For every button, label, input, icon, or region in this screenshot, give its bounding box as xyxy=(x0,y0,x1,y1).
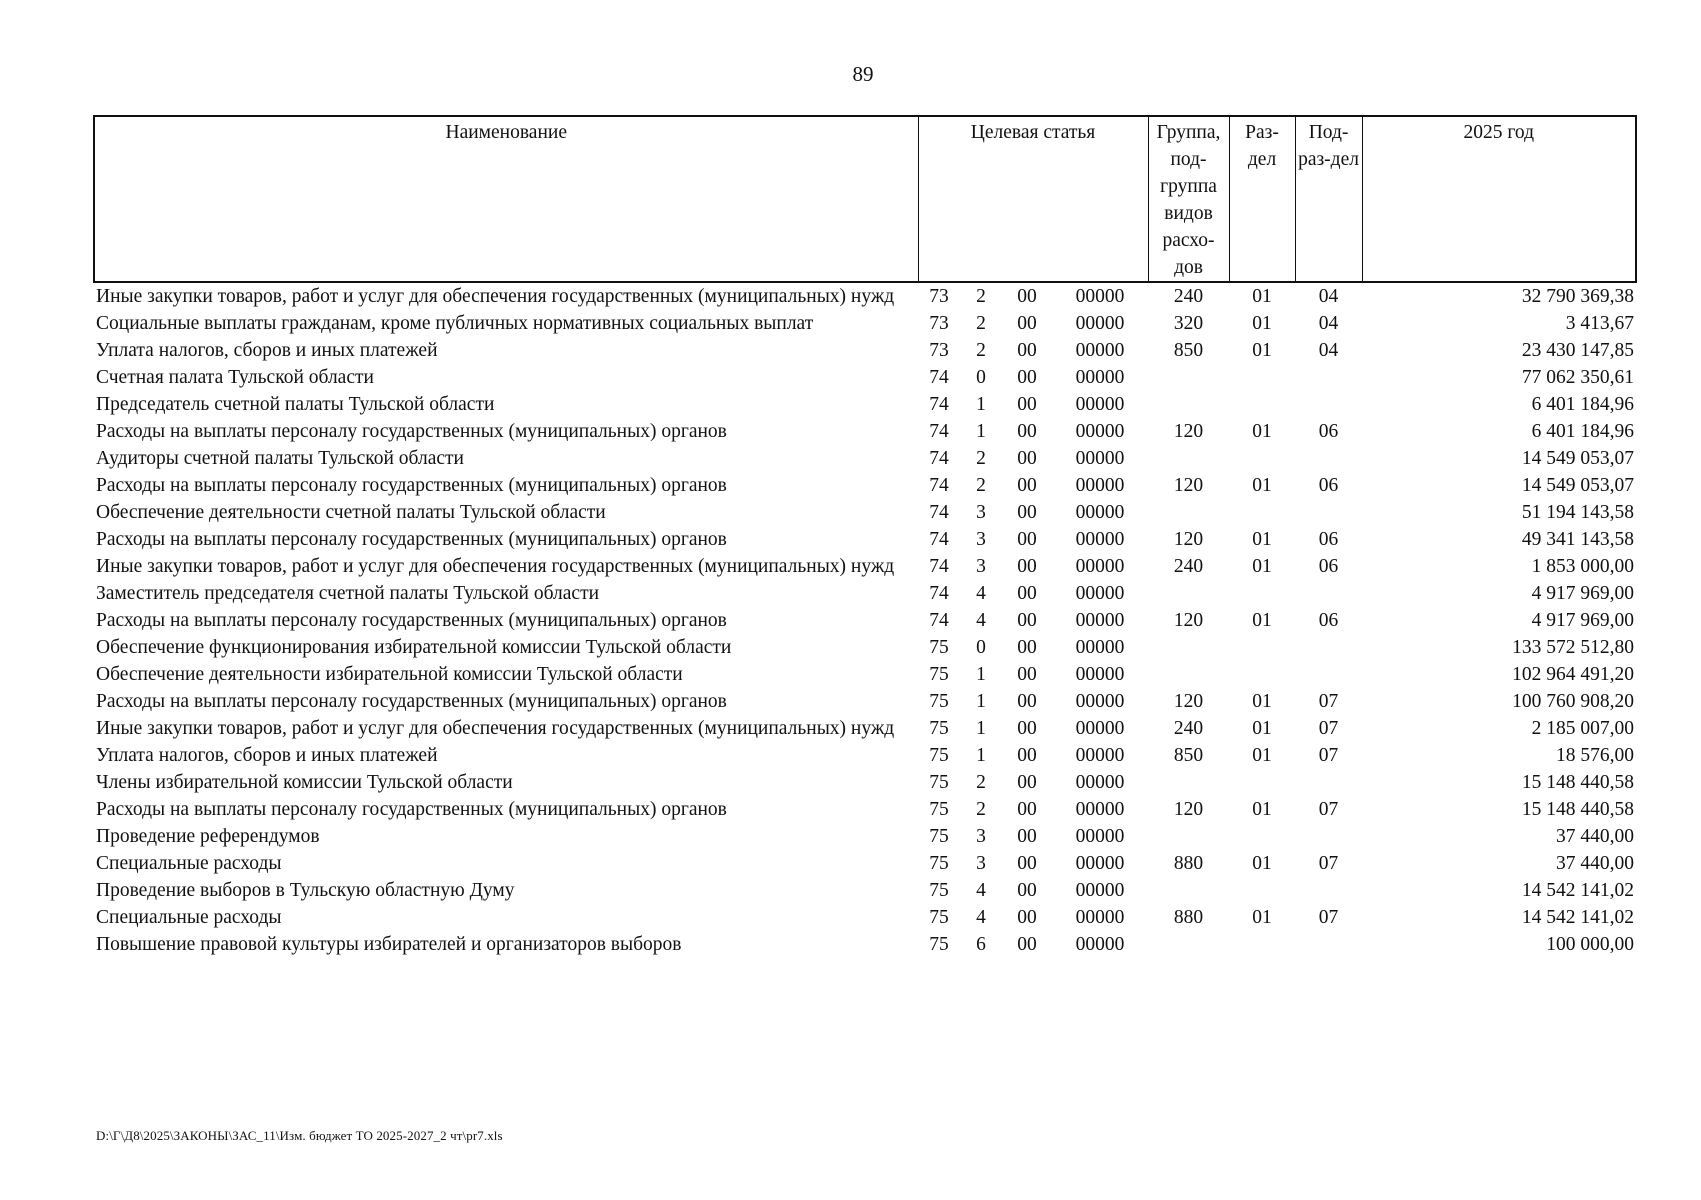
row-name: Уплата налогов, сборов и иных платежей xyxy=(96,340,438,361)
amount-2025: 3 413,67 xyxy=(1565,313,1635,334)
expense-group xyxy=(1148,391,1229,418)
expense-group: 850 xyxy=(1173,745,1204,766)
target-code-4: 00000 xyxy=(1075,475,1125,496)
subsection-code xyxy=(1295,499,1362,526)
target-code-2: 4 xyxy=(976,880,986,901)
target-code-1: 74 xyxy=(929,421,949,442)
amount-2025: 6 401 184,96 xyxy=(1531,421,1635,442)
row-name: Председатель счетной палаты Тульской области xyxy=(96,394,495,415)
target-code-4: 00000 xyxy=(1075,745,1125,766)
expense-group: 120 xyxy=(1173,529,1204,550)
amount-2025: 6 401 184,96 xyxy=(1531,394,1635,415)
target-code-2: 2 xyxy=(976,313,986,334)
target-code-2: 2 xyxy=(976,799,986,820)
target-code-4: 00000 xyxy=(1075,502,1125,523)
section-code: 01 xyxy=(1252,799,1272,820)
expense-group xyxy=(1148,931,1229,958)
target-code-3: 00 xyxy=(1017,772,1037,793)
header-name: Наименование xyxy=(94,116,918,282)
section-code xyxy=(1229,445,1295,472)
row-name: Иные закупки товаров, работ и услуг для обеспечения государственных (муниципальных) нужд xyxy=(96,718,895,739)
target-code-1: 74 xyxy=(929,556,949,577)
target-code-2: 4 xyxy=(976,907,986,928)
row-name: Расходы на выплаты персоналу государственных (муниципальных) органов xyxy=(96,799,727,820)
amount-2025: 32 790 369,38 xyxy=(1521,286,1635,307)
target-code-1: 75 xyxy=(929,718,949,739)
expense-group: 880 xyxy=(1173,853,1204,874)
amount-2025: 37 440,00 xyxy=(1556,826,1635,847)
target-code-4: 00000 xyxy=(1075,583,1125,604)
target-code-1: 74 xyxy=(929,475,949,496)
target-code-2: 1 xyxy=(976,718,986,739)
amount-2025: 51 194 143,58 xyxy=(1521,502,1635,523)
amount-2025: 49 341 143,58 xyxy=(1521,529,1635,550)
target-code-4: 00000 xyxy=(1075,853,1125,874)
target-code-4: 00000 xyxy=(1075,826,1125,847)
row-name: Расходы на выплаты персоналу государственных (муниципальных) органов xyxy=(96,610,727,631)
target-code-4: 00000 xyxy=(1075,286,1125,307)
subsection-code xyxy=(1295,580,1362,607)
target-code-1: 75 xyxy=(929,772,949,793)
target-code-3: 00 xyxy=(1017,367,1037,388)
expense-group: 120 xyxy=(1173,421,1204,442)
expense-group xyxy=(1148,580,1229,607)
target-code-1: 73 xyxy=(929,313,949,334)
amount-2025: 4 917 969,00 xyxy=(1531,610,1635,631)
target-code-4: 00000 xyxy=(1075,691,1125,712)
subsection-code: 06 xyxy=(1318,421,1339,442)
target-code-3: 00 xyxy=(1017,664,1037,685)
row-name: Члены избирательной комиссии Тульской области xyxy=(96,772,513,793)
subsection-code: 06 xyxy=(1318,529,1339,550)
header-group xyxy=(1148,116,1229,282)
header-group-label: Группа, под-группа видов расхо-дов xyxy=(1156,122,1221,278)
target-code-3: 00 xyxy=(1017,853,1037,874)
target-code-2: 1 xyxy=(976,394,986,415)
row-name: Расходы на выплаты персоналу государственных (муниципальных) органов xyxy=(96,691,727,712)
target-code-3: 00 xyxy=(1017,340,1037,361)
section-code: 01 xyxy=(1252,340,1272,361)
section-code: 01 xyxy=(1252,556,1272,577)
target-code-1: 74 xyxy=(929,367,949,388)
header-target-article: Целевая статья xyxy=(918,116,1148,282)
target-code-2: 0 xyxy=(976,637,986,658)
subsection-code: 04 xyxy=(1318,340,1339,361)
target-code-3: 00 xyxy=(1017,529,1037,550)
amount-2025: 14 549 053,07 xyxy=(1521,448,1635,469)
target-code-4: 00000 xyxy=(1075,664,1125,685)
target-code-3: 00 xyxy=(1017,799,1037,820)
target-code-4: 00000 xyxy=(1075,799,1125,820)
table-row xyxy=(94,742,1636,769)
target-code-4: 00000 xyxy=(1075,610,1125,631)
target-code-1: 75 xyxy=(929,637,949,658)
target-code-2: 0 xyxy=(976,367,986,388)
subsection-code: 07 xyxy=(1318,691,1339,712)
target-code-4: 00000 xyxy=(1075,772,1125,793)
table-row xyxy=(94,364,1636,391)
target-code-1: 75 xyxy=(929,691,949,712)
subsection-code xyxy=(1295,931,1362,958)
target-code-3: 00 xyxy=(1017,745,1037,766)
section-code: 01 xyxy=(1252,745,1272,766)
amount-2025: 1 853 000,00 xyxy=(1531,556,1635,577)
amount-2025: 77 062 350,61 xyxy=(1521,367,1635,388)
section-code: 01 xyxy=(1252,475,1272,496)
row-name: Уплата налогов, сборов и иных платежей xyxy=(96,745,438,766)
section-code: 01 xyxy=(1252,286,1272,307)
table-row xyxy=(94,418,1636,445)
expense-group: 240 xyxy=(1173,718,1204,739)
expense-group xyxy=(1148,634,1229,661)
target-code-3: 00 xyxy=(1017,448,1037,469)
target-code-3: 00 xyxy=(1017,475,1037,496)
row-name: Проведение выборов в Тульскую областную Думу xyxy=(96,880,515,901)
target-code-3: 00 xyxy=(1017,637,1037,658)
amount-2025: 100 760 908,20 xyxy=(1512,691,1635,712)
target-code-1: 75 xyxy=(929,934,949,955)
row-name: Заместитель председателя счетной палаты Тульской области xyxy=(96,583,600,604)
table-header-row xyxy=(94,116,1636,282)
section-code xyxy=(1229,769,1295,796)
section-code xyxy=(1229,661,1295,688)
target-code-1: 74 xyxy=(929,448,949,469)
table-row xyxy=(94,877,1636,904)
target-code-1: 74 xyxy=(929,610,949,631)
row-name: Расходы на выплаты персоналу государственных (муниципальных) органов xyxy=(96,421,727,442)
target-code-1: 75 xyxy=(929,745,949,766)
target-code-1: 75 xyxy=(929,799,949,820)
row-name: Расходы на выплаты персоналу государственных (муниципальных) органов xyxy=(96,475,727,496)
table-row xyxy=(94,282,1636,310)
expense-group xyxy=(1148,364,1229,391)
row-name: Расходы на выплаты персоналу государственных (муниципальных) органов xyxy=(96,529,727,550)
subsection-code: 06 xyxy=(1318,556,1339,577)
row-name: Специальные расходы xyxy=(96,853,282,874)
expense-group: 240 xyxy=(1173,286,1204,307)
target-code-1: 75 xyxy=(929,826,949,847)
table-row xyxy=(94,337,1636,364)
table-row xyxy=(94,580,1636,607)
target-code-2: 2 xyxy=(976,475,986,496)
target-code-2: 2 xyxy=(976,772,986,793)
target-code-1: 74 xyxy=(929,502,949,523)
target-code-3: 00 xyxy=(1017,421,1037,442)
table-row xyxy=(94,445,1636,472)
target-code-3: 00 xyxy=(1017,691,1037,712)
section-code: 01 xyxy=(1252,718,1272,739)
table-body xyxy=(94,282,1636,958)
target-code-2: 2 xyxy=(976,340,986,361)
table-row xyxy=(94,769,1636,796)
page-number: 89 xyxy=(852,62,874,86)
table-row xyxy=(94,904,1636,931)
table-row xyxy=(94,850,1636,877)
row-name: Повышение правовой культуры избирателей и организаторов выборов xyxy=(96,934,682,955)
target-code-4: 00000 xyxy=(1075,907,1125,928)
amount-2025: 14 542 141,02 xyxy=(1521,907,1635,928)
budget-table xyxy=(93,115,1637,958)
section-code xyxy=(1229,580,1295,607)
table-row xyxy=(94,391,1636,418)
target-code-2: 4 xyxy=(976,610,986,631)
amount-2025: 15 148 440,58 xyxy=(1521,772,1635,793)
table-row xyxy=(94,796,1636,823)
row-name: Социальные выплаты гражданам, кроме публичных нормативных социальных выплат xyxy=(96,313,814,334)
expense-group xyxy=(1148,445,1229,472)
section-code: 01 xyxy=(1252,853,1272,874)
target-code-3: 00 xyxy=(1017,907,1037,928)
target-code-2: 3 xyxy=(976,826,986,847)
target-code-2: 2 xyxy=(976,286,986,307)
target-code-3: 00 xyxy=(1017,313,1037,334)
target-code-4: 00000 xyxy=(1075,367,1125,388)
section-code: 01 xyxy=(1252,313,1272,334)
section-code xyxy=(1229,499,1295,526)
target-code-2: 3 xyxy=(976,853,986,874)
subsection-code: 07 xyxy=(1318,907,1339,928)
row-name: Специальные расходы xyxy=(96,907,282,928)
expense-group: 120 xyxy=(1173,610,1204,631)
subsection-code: 07 xyxy=(1318,745,1339,766)
subsection-code: 06 xyxy=(1318,475,1339,496)
table-row xyxy=(94,715,1636,742)
target-code-1: 73 xyxy=(929,340,949,361)
subsection-code: 07 xyxy=(1318,799,1339,820)
amount-2025: 18 576,00 xyxy=(1556,745,1635,766)
header-subsection: Под-раз-дел xyxy=(1295,116,1362,282)
target-code-3: 00 xyxy=(1017,556,1037,577)
section-code: 01 xyxy=(1252,691,1272,712)
header-section: Раз-дел xyxy=(1229,116,1295,282)
target-code-1: 74 xyxy=(929,583,949,604)
target-code-3: 00 xyxy=(1017,286,1037,307)
section-code: 01 xyxy=(1252,907,1272,928)
header-year: 2025 год xyxy=(1362,116,1636,282)
table-row xyxy=(94,526,1636,553)
table-row xyxy=(94,688,1636,715)
target-code-3: 00 xyxy=(1017,826,1037,847)
expense-group: 120 xyxy=(1173,475,1204,496)
target-code-4: 00000 xyxy=(1075,718,1125,739)
expense-group xyxy=(1148,769,1229,796)
subsection-code xyxy=(1295,364,1362,391)
row-name: Иные закупки товаров, работ и услуг для обеспечения государственных (муниципальных) нужд xyxy=(96,556,895,577)
row-name: Аудиторы счетной палаты Тульской области xyxy=(96,448,464,469)
amount-2025: 23 430 147,85 xyxy=(1521,340,1635,361)
expense-group xyxy=(1148,877,1229,904)
target-code-3: 00 xyxy=(1017,880,1037,901)
target-code-3: 00 xyxy=(1017,394,1037,415)
table-row xyxy=(94,661,1636,688)
section-code xyxy=(1229,364,1295,391)
amount-2025: 100 000,00 xyxy=(1546,934,1635,955)
target-code-3: 00 xyxy=(1017,718,1037,739)
target-code-4: 00000 xyxy=(1075,421,1125,442)
table-row xyxy=(94,472,1636,499)
row-name: Обеспечение деятельности избирательной комиссии Тульской области xyxy=(96,664,683,685)
target-code-3: 00 xyxy=(1017,583,1037,604)
target-code-2: 3 xyxy=(976,502,986,523)
amount-2025: 37 440,00 xyxy=(1556,853,1635,874)
amount-2025: 4 917 969,00 xyxy=(1531,583,1635,604)
target-code-4: 00000 xyxy=(1075,394,1125,415)
target-code-4: 00000 xyxy=(1075,556,1125,577)
expense-group: 120 xyxy=(1173,691,1204,712)
section-code: 01 xyxy=(1252,421,1272,442)
subsection-code: 07 xyxy=(1318,718,1339,739)
section-code xyxy=(1229,391,1295,418)
target-code-4: 00000 xyxy=(1075,880,1125,901)
amount-2025: 15 148 440,58 xyxy=(1521,799,1635,820)
target-code-2: 1 xyxy=(976,691,986,712)
target-code-1: 74 xyxy=(929,394,949,415)
target-code-2: 2 xyxy=(976,448,986,469)
target-code-2: 3 xyxy=(976,529,986,550)
subsection-code xyxy=(1295,769,1362,796)
amount-2025: 14 549 053,07 xyxy=(1521,475,1635,496)
expense-group xyxy=(1148,499,1229,526)
target-code-1: 73 xyxy=(929,286,949,307)
target-code-4: 00000 xyxy=(1075,448,1125,469)
expense-group: 320 xyxy=(1173,313,1204,334)
subsection-code xyxy=(1295,877,1362,904)
expense-group xyxy=(1148,661,1229,688)
row-name: Обеспечение деятельности счетной палаты Тульской области xyxy=(96,502,606,523)
target-code-2: 1 xyxy=(976,421,986,442)
expense-group: 850 xyxy=(1173,340,1204,361)
table-row xyxy=(94,931,1636,958)
row-name: Счетная палата Тульской области xyxy=(96,367,374,388)
target-code-2: 1 xyxy=(976,745,986,766)
target-code-2: 3 xyxy=(976,556,986,577)
subsection-code xyxy=(1295,661,1362,688)
amount-2025: 133 572 512,80 xyxy=(1512,637,1635,658)
subsection-code xyxy=(1295,445,1362,472)
section-code xyxy=(1229,634,1295,661)
target-code-2: 6 xyxy=(976,934,986,955)
section-code: 01 xyxy=(1252,610,1272,631)
table-row xyxy=(94,553,1636,580)
expense-group: 120 xyxy=(1173,799,1204,820)
table-row xyxy=(94,634,1636,661)
expense-group xyxy=(1148,823,1229,850)
subsection-code xyxy=(1295,823,1362,850)
row-name: Проведение референдумов xyxy=(96,826,320,847)
subsection-code: 04 xyxy=(1318,313,1339,334)
table-row xyxy=(94,823,1636,850)
amount-2025: 2 185 007,00 xyxy=(1531,718,1635,739)
expense-group: 880 xyxy=(1173,907,1204,928)
target-code-3: 00 xyxy=(1017,610,1037,631)
target-code-1: 74 xyxy=(929,529,949,550)
target-code-3: 00 xyxy=(1017,502,1037,523)
section-code: 01 xyxy=(1252,529,1272,550)
target-code-4: 00000 xyxy=(1075,637,1125,658)
table-row xyxy=(94,499,1636,526)
subsection-code: 07 xyxy=(1318,853,1339,874)
target-code-1: 75 xyxy=(929,907,949,928)
subsection-code xyxy=(1295,391,1362,418)
target-code-3: 00 xyxy=(1017,934,1037,955)
section-code xyxy=(1229,823,1295,850)
expense-group: 240 xyxy=(1173,556,1204,577)
section-code xyxy=(1229,877,1295,904)
footer-file-path: D:\Г\Д8\2025\ЗАКОНЫ\ЗАС_11\Изм. бюджет ТО 2025-2027_2 чт\pr7.xls xyxy=(96,1128,503,1143)
row-name: Иные закупки товаров, работ и услуг для обеспечения государственных (муниципальных) нужд xyxy=(96,286,895,307)
table-row xyxy=(94,310,1636,337)
target-code-2: 4 xyxy=(976,583,986,604)
target-code-1: 75 xyxy=(929,853,949,874)
subsection-code: 06 xyxy=(1318,610,1339,631)
target-code-1: 75 xyxy=(929,880,949,901)
table-row xyxy=(94,607,1636,634)
amount-2025: 102 964 491,20 xyxy=(1512,664,1635,685)
target-code-4: 00000 xyxy=(1075,934,1125,955)
target-code-1: 75 xyxy=(929,664,949,685)
target-code-4: 00000 xyxy=(1075,313,1125,334)
target-code-2: 1 xyxy=(976,664,986,685)
subsection-code xyxy=(1295,634,1362,661)
row-name: Обеспечение функционирования избирательной комиссии Тульской области xyxy=(96,637,732,658)
subsection-code: 04 xyxy=(1318,286,1339,307)
section-code xyxy=(1229,931,1295,958)
target-code-4: 00000 xyxy=(1075,529,1125,550)
amount-2025: 14 542 141,02 xyxy=(1521,880,1635,901)
target-code-4: 00000 xyxy=(1075,340,1125,361)
